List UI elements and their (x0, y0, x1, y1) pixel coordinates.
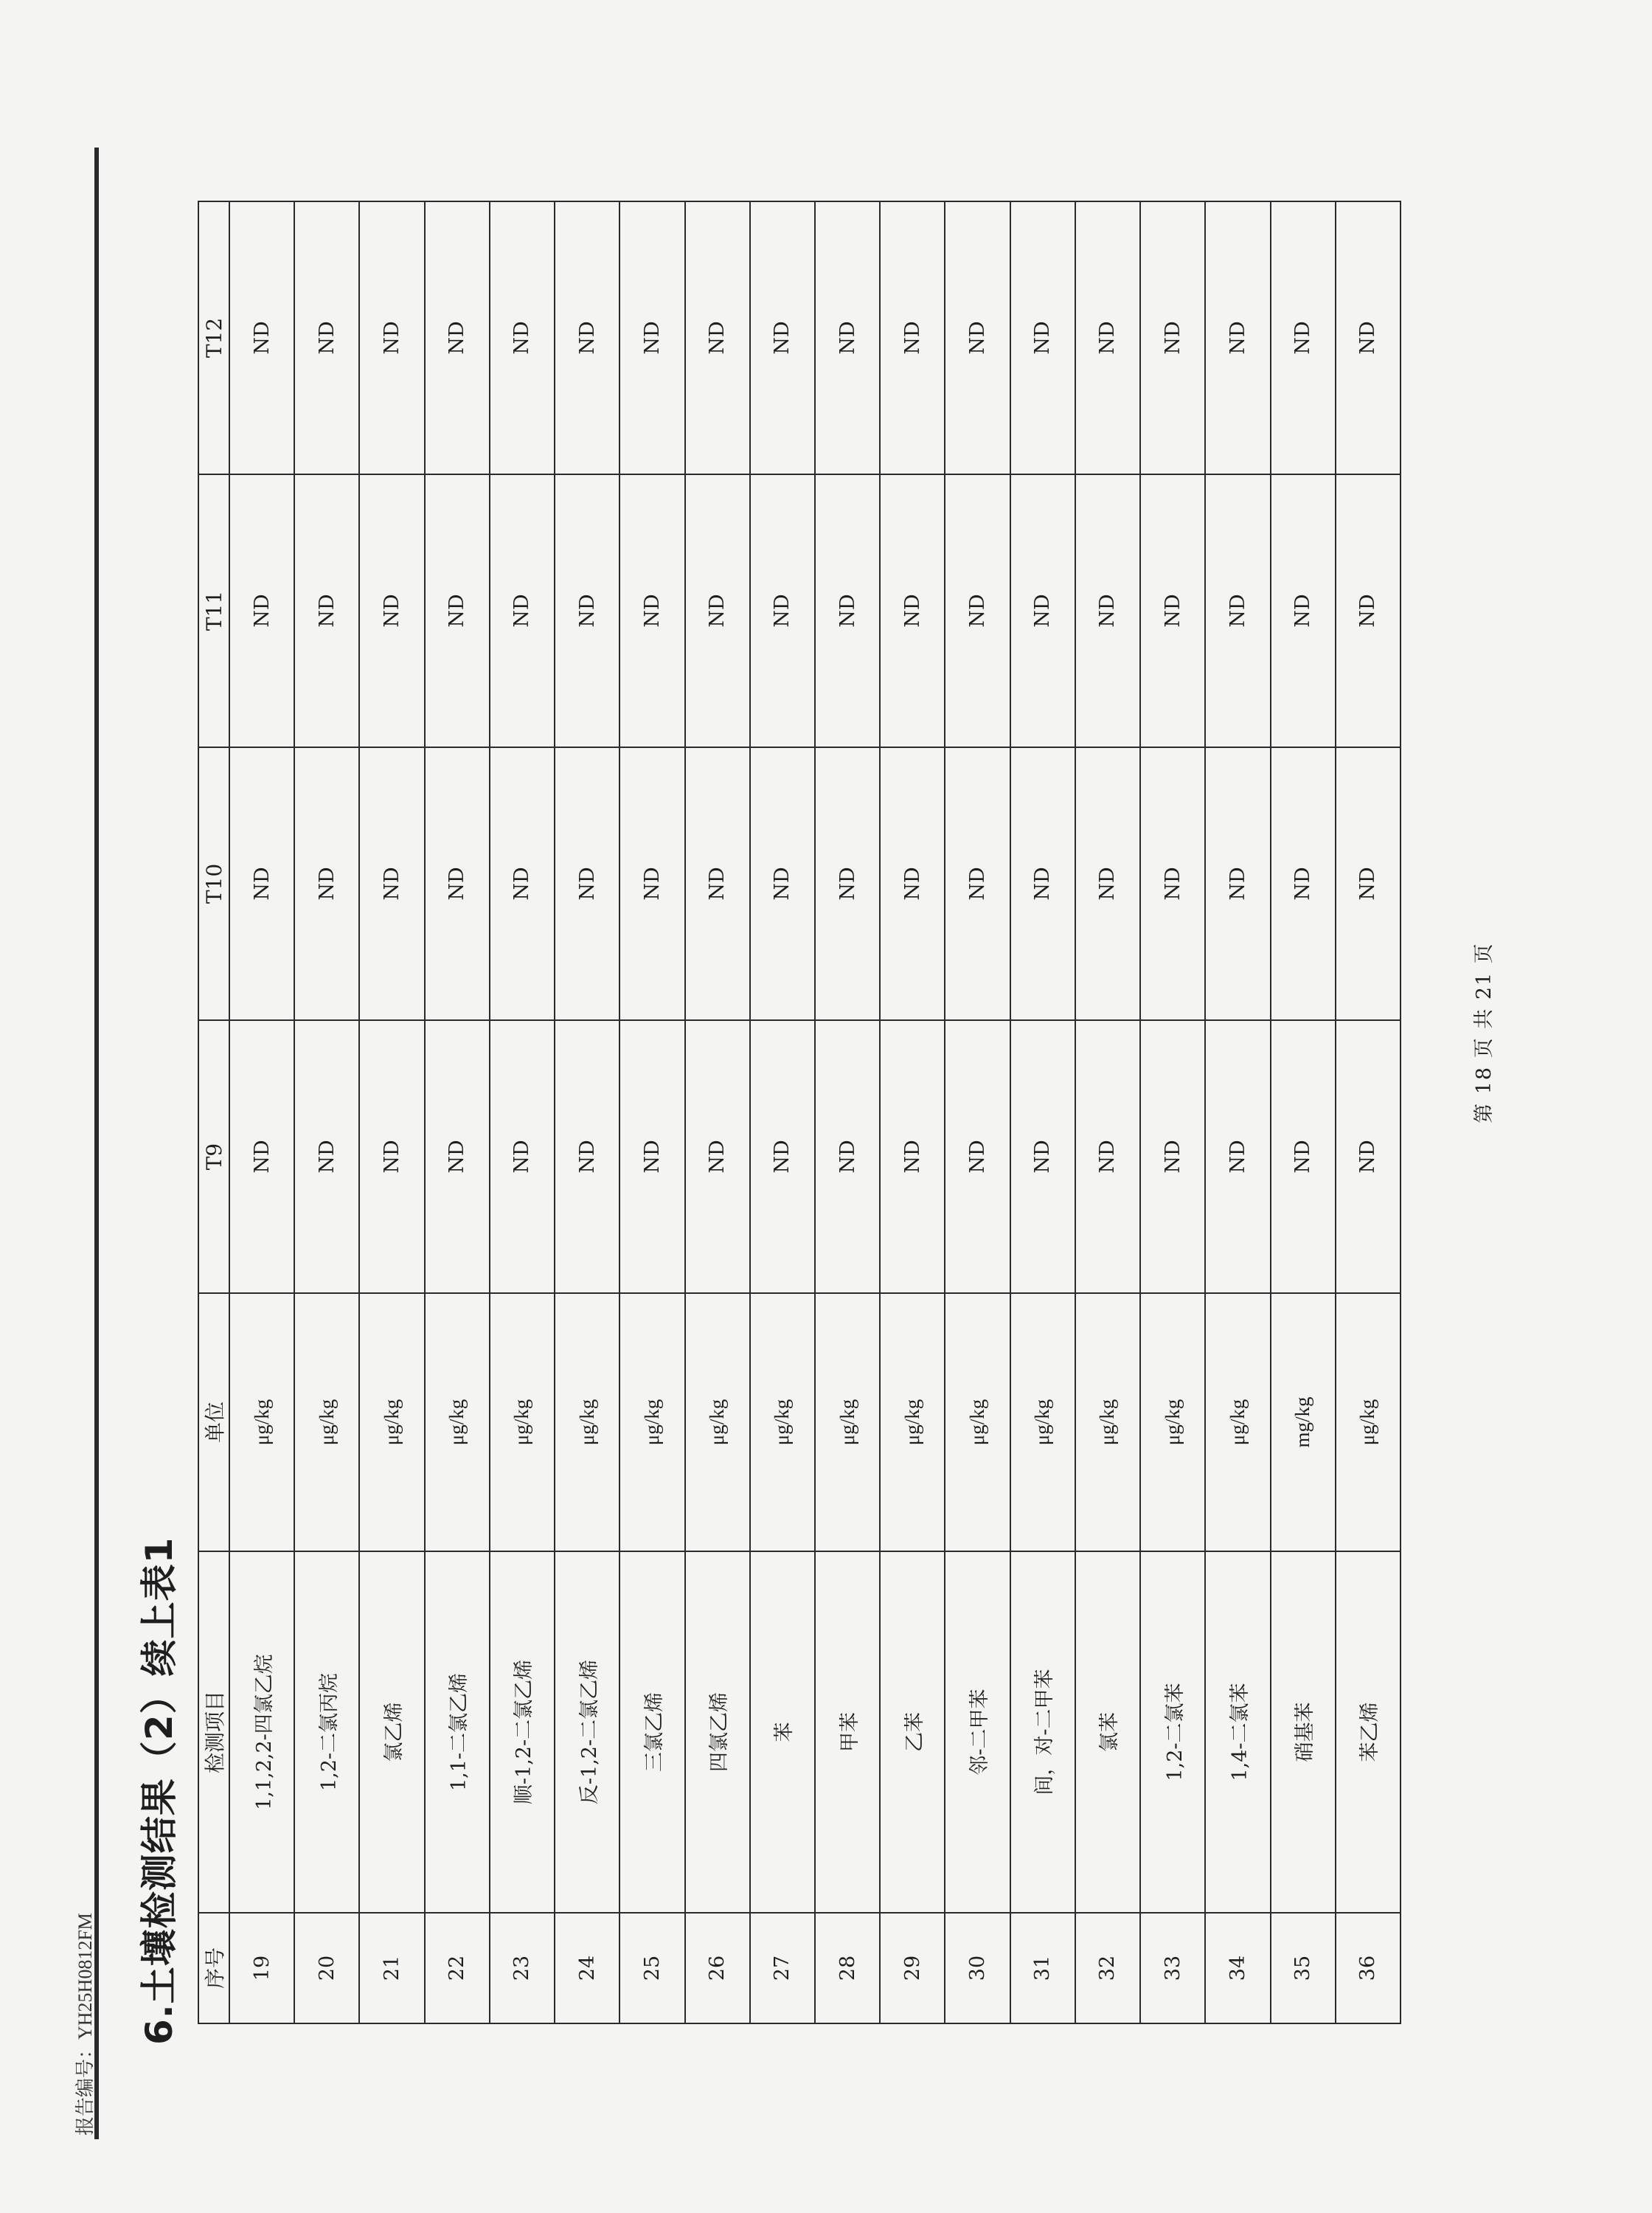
cell-t10: ND (229, 747, 294, 1020)
cell-t10: ND (750, 747, 815, 1020)
cell-unit: μg/kg (1205, 1293, 1270, 1551)
cell-t12: ND (359, 201, 424, 474)
report-number: 报告编号：YH25H0812FM (74, 1913, 96, 2136)
cell-t10: ND (490, 747, 555, 1020)
cell-no: 19 (229, 1913, 294, 2023)
cell-t9: ND (1140, 1020, 1205, 1293)
cell-unit: μg/kg (880, 1293, 945, 1551)
cell-unit: μg/kg (750, 1293, 815, 1551)
cell-t9: ND (359, 1020, 424, 1293)
cell-no: 29 (880, 1913, 945, 2023)
cell-t12: ND (425, 201, 490, 474)
cell-unit: mg/kg (1271, 1293, 1336, 1551)
cell-no: 35 (1271, 1913, 1336, 2023)
cell-unit: μg/kg (685, 1293, 750, 1551)
cell-no: 20 (294, 1913, 359, 2023)
cell-item: 苯 (750, 1551, 815, 1913)
table-row (1140, 201, 1205, 2023)
cell-item: 1,2-二氯丙烷 (294, 1551, 359, 1913)
cell-t11: ND (359, 474, 424, 747)
col-header-t11: T11 (198, 474, 229, 747)
cell-no: 23 (490, 1913, 555, 2023)
table-row (1336, 201, 1401, 2023)
table-row (620, 201, 684, 2023)
cell-t12: ND (880, 201, 945, 474)
cell-no: 32 (1075, 1913, 1140, 2023)
cell-item: 氯乙烯 (359, 1551, 424, 1913)
cell-no: 26 (685, 1913, 750, 2023)
cell-no: 33 (1140, 1913, 1205, 2023)
cell-t10: ND (1336, 747, 1401, 1020)
cell-item: 顺-1,2-二氯乙烯 (490, 1551, 555, 1913)
cell-unit: μg/kg (1336, 1293, 1401, 1551)
page-footer: 第 18 页 共 21 页 (1473, 942, 1496, 1123)
cell-t12: ND (294, 201, 359, 474)
cell-t10: ND (620, 747, 684, 1020)
cell-t9: ND (1336, 1020, 1401, 1293)
cell-t11: ND (490, 474, 555, 747)
cell-t12: ND (555, 201, 620, 474)
cell-t9: ND (1205, 1020, 1270, 1293)
col-header-t12: T12 (198, 201, 229, 474)
cell-t12: ND (750, 201, 815, 474)
cell-unit: μg/kg (294, 1293, 359, 1551)
cell-t11: ND (880, 474, 945, 747)
cell-t11: ND (1271, 474, 1336, 747)
table-row (1075, 201, 1140, 2023)
cell-t9: ND (1075, 1020, 1140, 1293)
table-row (685, 201, 750, 2023)
cell-unit: μg/kg (1010, 1293, 1075, 1551)
cell-t11: ND (294, 474, 359, 747)
cell-t12: ND (685, 201, 750, 474)
cell-t9: ND (425, 1020, 490, 1293)
table-row (359, 201, 424, 2023)
cell-t9: ND (815, 1020, 880, 1293)
cell-unit: μg/kg (1140, 1293, 1205, 1551)
cell-t9: ND (750, 1020, 815, 1293)
cell-t11: ND (229, 474, 294, 747)
cell-t12: ND (229, 201, 294, 474)
cell-t12: ND (1075, 201, 1140, 474)
cell-t10: ND (945, 747, 1010, 1020)
cell-no: 22 (425, 1913, 490, 2023)
cell-unit: μg/kg (620, 1293, 684, 1551)
cell-t11: ND (750, 474, 815, 747)
results-table (198, 201, 1401, 2024)
cell-t11: ND (425, 474, 490, 747)
cell-t11: ND (815, 474, 880, 747)
cell-t10: ND (294, 747, 359, 1020)
cell-no: 28 (815, 1913, 880, 2023)
cell-no: 31 (1010, 1913, 1075, 2023)
cell-unit: μg/kg (490, 1293, 555, 1551)
cell-t9: ND (880, 1020, 945, 1293)
cell-item: 四氯乙烯 (685, 1551, 750, 1913)
table-row (750, 201, 815, 2023)
cell-unit: μg/kg (229, 1293, 294, 1551)
cell-t10: ND (1140, 747, 1205, 1020)
cell-t12: ND (1336, 201, 1401, 474)
cell-t10: ND (1010, 747, 1075, 1020)
cell-t10: ND (1205, 747, 1270, 1020)
cell-t9: ND (1010, 1020, 1075, 1293)
cell-t9: ND (685, 1020, 750, 1293)
cell-t9: ND (1271, 1020, 1336, 1293)
cell-t11: ND (1075, 474, 1140, 747)
cell-t12: ND (1010, 201, 1075, 474)
table-row (490, 201, 555, 2023)
cell-unit: μg/kg (815, 1293, 880, 1551)
cell-t10: ND (815, 747, 880, 1020)
cell-t11: ND (1205, 474, 1270, 747)
cell-item: 邻-二甲苯 (945, 1551, 1010, 1913)
cell-t11: ND (555, 474, 620, 747)
cell-t12: ND (490, 201, 555, 474)
cell-t9: ND (229, 1020, 294, 1293)
table-row (555, 201, 620, 2023)
cell-t12: ND (945, 201, 1010, 474)
cell-t10: ND (880, 747, 945, 1020)
col-header-t9: T9 (198, 1020, 229, 1293)
cell-t11: ND (685, 474, 750, 747)
table-row (1205, 201, 1270, 2023)
cell-t9: ND (294, 1020, 359, 1293)
cell-t11: ND (945, 474, 1010, 747)
header-row (198, 201, 229, 2023)
cell-unit: μg/kg (945, 1293, 1010, 1551)
cell-t11: ND (1336, 474, 1401, 747)
cell-item: 间，对-二甲苯 (1010, 1551, 1075, 1913)
table-row (815, 201, 880, 2023)
cell-t9: ND (490, 1020, 555, 1293)
cell-item: 乙苯 (880, 1551, 945, 1913)
col-header-unit: 单位 (198, 1293, 229, 1551)
table-row (880, 201, 945, 2023)
col-header-item: 检测项目 (198, 1551, 229, 1913)
cell-no: 30 (945, 1913, 1010, 2023)
cell-unit: μg/kg (425, 1293, 490, 1551)
cell-t11: ND (1140, 474, 1205, 747)
cell-t9: ND (620, 1020, 684, 1293)
cell-t12: ND (1140, 201, 1205, 474)
cell-unit: μg/kg (555, 1293, 620, 1551)
cell-item: 反-1,2-二氯乙烯 (555, 1551, 620, 1913)
cell-item: 苯乙烯 (1336, 1551, 1401, 1913)
table-row (1010, 201, 1075, 2023)
cell-item: 硝基苯 (1271, 1551, 1336, 1913)
table-row (945, 201, 1010, 2023)
cell-item: 三氯乙烯 (620, 1551, 684, 1913)
cell-no: 21 (359, 1913, 424, 2023)
cell-item: 氯苯 (1075, 1551, 1140, 1913)
cell-no: 24 (555, 1913, 620, 2023)
col-header-t10: T10 (198, 747, 229, 1020)
cell-t10: ND (1271, 747, 1336, 1020)
cell-t12: ND (620, 201, 684, 474)
table-row (294, 201, 359, 2023)
cell-item: 1,2-二氯苯 (1140, 1551, 1205, 1913)
cell-item: 1,4-二氯苯 (1205, 1551, 1270, 1913)
cell-t10: ND (555, 747, 620, 1020)
cell-item: 甲苯 (815, 1551, 880, 1913)
cell-item: 1,1,2,2-四氯乙烷 (229, 1551, 294, 1913)
cell-no: 36 (1336, 1913, 1401, 2023)
cell-t12: ND (1271, 201, 1336, 474)
section-title: 6.土壤检测结果（2）续上表1 (138, 1537, 181, 2045)
cell-t9: ND (555, 1020, 620, 1293)
cell-item: 1,1-二氯乙烯 (425, 1551, 490, 1913)
cell-t10: ND (425, 747, 490, 1020)
cell-t12: ND (815, 201, 880, 474)
cell-unit: μg/kg (1075, 1293, 1140, 1551)
cell-t11: ND (1010, 474, 1075, 747)
cell-t12: ND (1205, 201, 1270, 474)
cell-t10: ND (1075, 747, 1140, 1020)
cell-unit: μg/kg (359, 1293, 424, 1551)
col-header-no: 序号 (198, 1913, 229, 2023)
cell-t10: ND (359, 747, 424, 1020)
cell-no: 25 (620, 1913, 684, 2023)
cell-t9: ND (945, 1020, 1010, 1293)
table-row (425, 201, 490, 2023)
table-row (1271, 201, 1336, 2023)
header-rule (94, 148, 99, 2139)
cell-no: 34 (1205, 1913, 1270, 2023)
cell-t11: ND (620, 474, 684, 747)
cell-t10: ND (685, 747, 750, 1020)
table-row (229, 201, 294, 2023)
cell-no: 27 (750, 1913, 815, 2023)
